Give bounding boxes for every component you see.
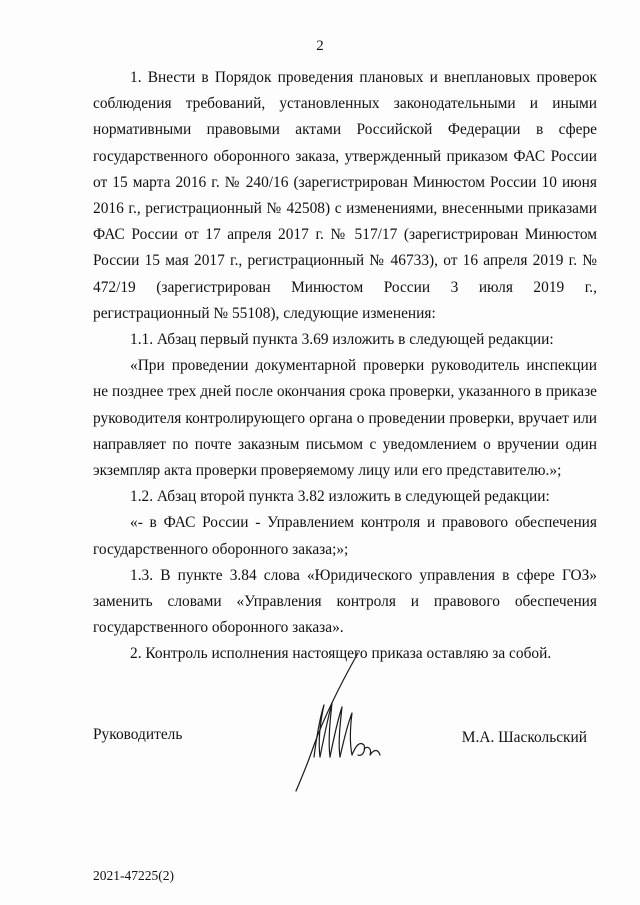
paragraph-1-1-text: «При проведении документарной проверки руководитель инспекции не позднее трех дней после окончания срока проверки, указанного в приказе руководителя контролирующего органа о проведении проверки, вручает или направляет по почте заказным письмом с уведомлением о вручении один экземпляр акта проверки проверяемому лицу или его представителю.»;: [93, 357, 597, 480]
signatory-name: М.А. Шаскольский: [461, 729, 587, 746]
paragraph-1-2-text: «- в ФАС России - Управлением контроля и правового обеспечения государственного оборонного заказа;»;: [93, 514, 597, 558]
paragraph-1-2: 1.2. Абзац второй пункта 3.82 изложить в следующей редакции:: [130, 488, 550, 506]
paragraph-1-1: 1.1. Абзац первый пункта 3.69 изложить в следующей редакции:: [130, 331, 554, 349]
order-body: [93, 65, 597, 668]
paragraph-1: 1. Внести в Порядок проведения плановых и внеплановых проверок соблюдения требований, установленных законодательными и иными нормативными правовыми актами Российской Федерации в сфере государственного оборонного заказа, утвержденный приказом ФАС России от 15 марта 2016 г. № 240/16 (зарегистрирован Минюстом России 10 июня 2016 г., регистрационный № 42508) с изменениями, внесенными приказами ФАС России от 17 апреля 2017 г. № 517/17 (зарегистрирован Минюстом России 15 мая 2017 г., регистрационный № 46733), от 16 апреля 2019 г. № 472/19 (зарегистрирован Минюстом России 3 июля 2019 г., регистрационный № 55108), следующие изменения:: [93, 69, 597, 322]
handwritten-signature: [270, 645, 390, 795]
paragraph-1-3: 1.3. В пункте 3.84 слова «Юридического управления в сфере ГОЗ» заменить словами «Управления контроля и правового обеспечения государственного оборонного заказа».: [93, 566, 597, 637]
paragraph-2: 2. Контроль исполнения настоящего приказа оставляю за собой.: [130, 645, 552, 663]
page-number: 2: [316, 38, 324, 54]
signatory-role: Руководитель: [93, 726, 183, 743]
document-code: 2021-47225(2): [93, 868, 174, 883]
